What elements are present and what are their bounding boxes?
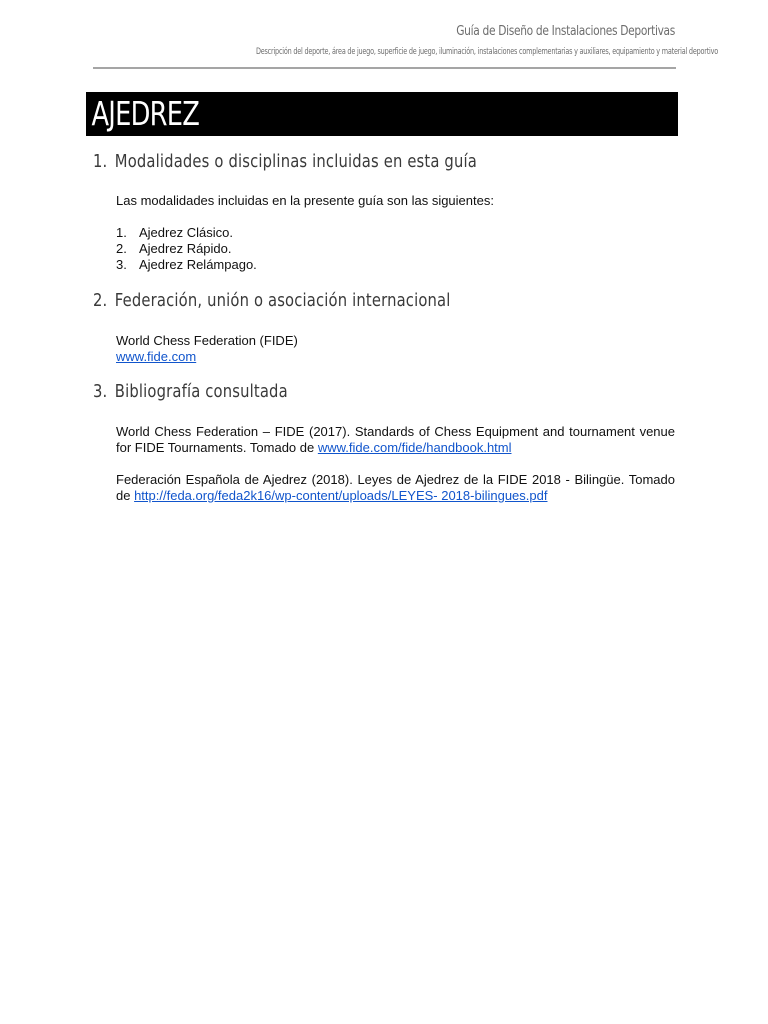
section-heading-text: Federación, unión o asociación internacional (114, 290, 451, 311)
section-2-body (116, 333, 675, 365)
list-item-text: Ajedrez Clásico. (139, 225, 233, 240)
section-heading-text: Bibliografía consultada (114, 381, 288, 402)
organization-name: World Chess Federation (FIDE) (116, 333, 298, 348)
reference-link[interactable]: www.fide.com/fide/handbook.html (317, 440, 512, 455)
header-subtitle: Descripción del deporte, área de juego, superficie de juego, iluminación, instalaciones complementarias y auxiliares, equipamiento y material deportivo (255, 47, 718, 57)
header-title: Guía de Diseño de Instalaciones Deportivas (456, 24, 675, 39)
list-item (116, 257, 675, 273)
section-heading-text: Modalidades o disciplinas incluidas en esta guía (114, 151, 477, 172)
title-band (86, 92, 678, 136)
section-1-intro: Las modalidades incluidas en la presente guía son las siguientes: (116, 193, 494, 208)
list-item-text: Ajedrez Rápido. (139, 241, 232, 256)
list-item (116, 241, 675, 257)
section-number: 1. (93, 151, 108, 172)
fide-website-link[interactable]: www.fide.com (116, 349, 197, 364)
list-item-number: 1. (116, 225, 127, 240)
header-divider (93, 67, 676, 69)
list-item (116, 225, 675, 241)
list-item-number: 3. (116, 257, 127, 272)
section-heading-1 (93, 150, 571, 174)
reference-text: World Chess Federation – FIDE (2017). Standards of Chess Equipment and tournament venue for FIDE Tournaments. Tomado de (116, 424, 675, 455)
section-number: 2. (93, 290, 108, 311)
modalities-list (116, 225, 675, 273)
reference-item (116, 424, 675, 456)
reference-link[interactable]: http://feda.org/feda2k16/wp-content/uploads/LEYES- 2018-bilingues.pdf (134, 488, 548, 503)
reference-item (116, 472, 675, 504)
list-item-text: Ajedrez Relámpago. (139, 257, 257, 272)
page-header (93, 22, 718, 60)
section-heading-2 (93, 289, 571, 313)
document-title: AJEDREZ (91, 94, 200, 133)
list-item-number: 2. (116, 241, 127, 256)
section-number: 3. (93, 381, 108, 402)
section-heading-3 (93, 380, 571, 404)
reference-text: Federación Española de Ajedrez (2018). Leyes de Ajedrez de la FIDE 2018 - Bilingüe. Tomado de (116, 472, 675, 503)
